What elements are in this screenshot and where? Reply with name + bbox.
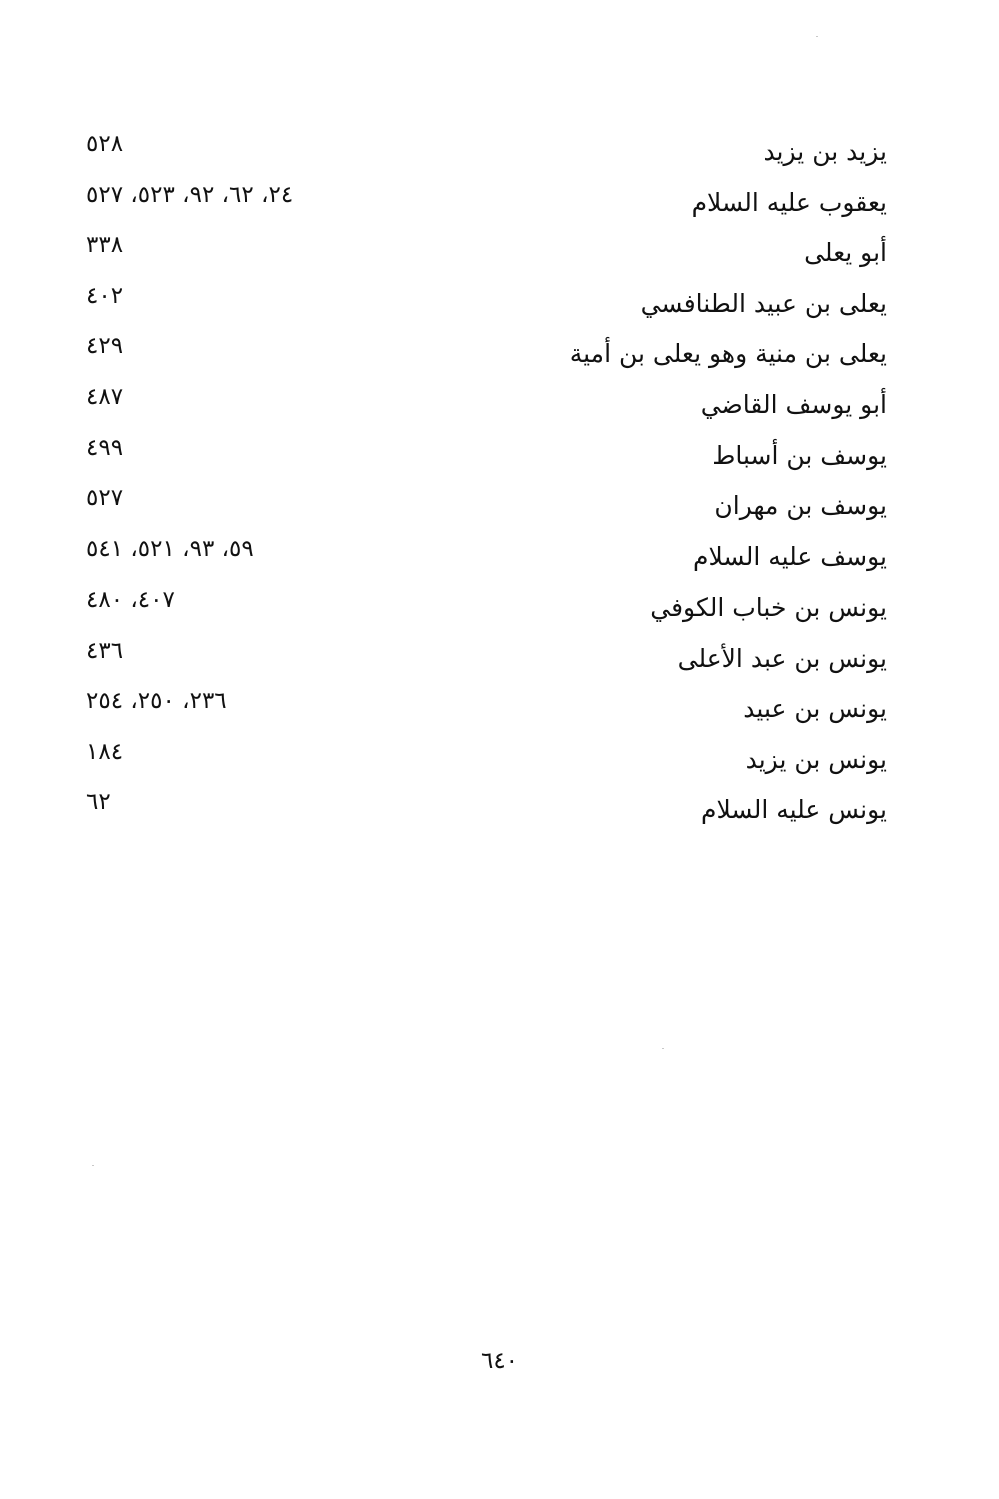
- scan-speck: [92, 1165, 94, 1166]
- index-entry: [0, 434, 999, 478]
- entry-name: يونس بن خباب الكوفي: [650, 593, 887, 622]
- entry-pages: ٥٩، ٩٣، ٥٢١، ٥٤١: [86, 536, 254, 562]
- index-entry: [0, 130, 999, 174]
- entry-name: أبو يوسف القاضي: [700, 390, 887, 419]
- index-entry: [0, 788, 999, 832]
- index-entry: [0, 637, 999, 681]
- scan-speck: [816, 36, 818, 37]
- entry-name: يوسف بن أسباط: [712, 441, 887, 470]
- entry-pages: ٤٢٩: [86, 333, 124, 359]
- entry-pages: ٤٠٧، ٤٨٠: [86, 587, 175, 613]
- index-entry: [0, 181, 999, 225]
- index-entry: [0, 484, 999, 528]
- entry-name: يونس بن يزيد: [745, 745, 887, 774]
- entry-name: يعلى بن عبيد الطنافسي: [640, 289, 887, 318]
- entry-pages: ٢٤، ٦٢، ٩٢، ٥٢٣، ٥٢٧: [86, 182, 294, 208]
- entry-pages: ٤٠٢: [86, 283, 124, 309]
- entry-pages: ٥٢٧: [86, 485, 124, 511]
- index-entry: [0, 231, 999, 275]
- entry-pages: ٢٣٦، ٢٥٠، ٢٥٤: [86, 688, 227, 714]
- entry-pages: ٦٢: [86, 789, 111, 815]
- entry-name: يوسف عليه السلام: [693, 542, 887, 571]
- entry-pages: ٤٨٧: [86, 384, 124, 410]
- entry-name: يعلى بن منية وهو يعلى بن أمية: [569, 339, 887, 368]
- entry-pages: ٣٣٨: [86, 232, 124, 258]
- index-entry: [0, 738, 999, 782]
- entry-name: يونس عليه السلام: [701, 795, 887, 824]
- index-entry: [0, 383, 999, 427]
- scan-speck: [662, 1048, 664, 1049]
- entry-name: أبو يعلى: [804, 238, 887, 267]
- entry-name: يزيد بن يزيد: [763, 137, 887, 166]
- entry-pages: ٤٩٩: [86, 435, 124, 461]
- index-entry: [0, 535, 999, 579]
- index-entry: [0, 332, 999, 376]
- entry-name: يونس بن عبد الأعلى: [677, 644, 887, 673]
- entry-pages: ٥٢٨: [86, 131, 124, 157]
- entry-name: يونس بن عبيد: [743, 694, 887, 723]
- index-entry: [0, 586, 999, 630]
- entry-pages: ١٨٤: [86, 739, 124, 765]
- index-entry: [0, 687, 999, 731]
- entry-name: يوسف بن مهران: [714, 491, 887, 520]
- index-entry: [0, 282, 999, 326]
- entry-name: يعقوب عليه السلام: [691, 188, 887, 217]
- page-number: ٦٤٠: [480, 1348, 519, 1374]
- entry-pages: ٤٣٦: [86, 638, 124, 664]
